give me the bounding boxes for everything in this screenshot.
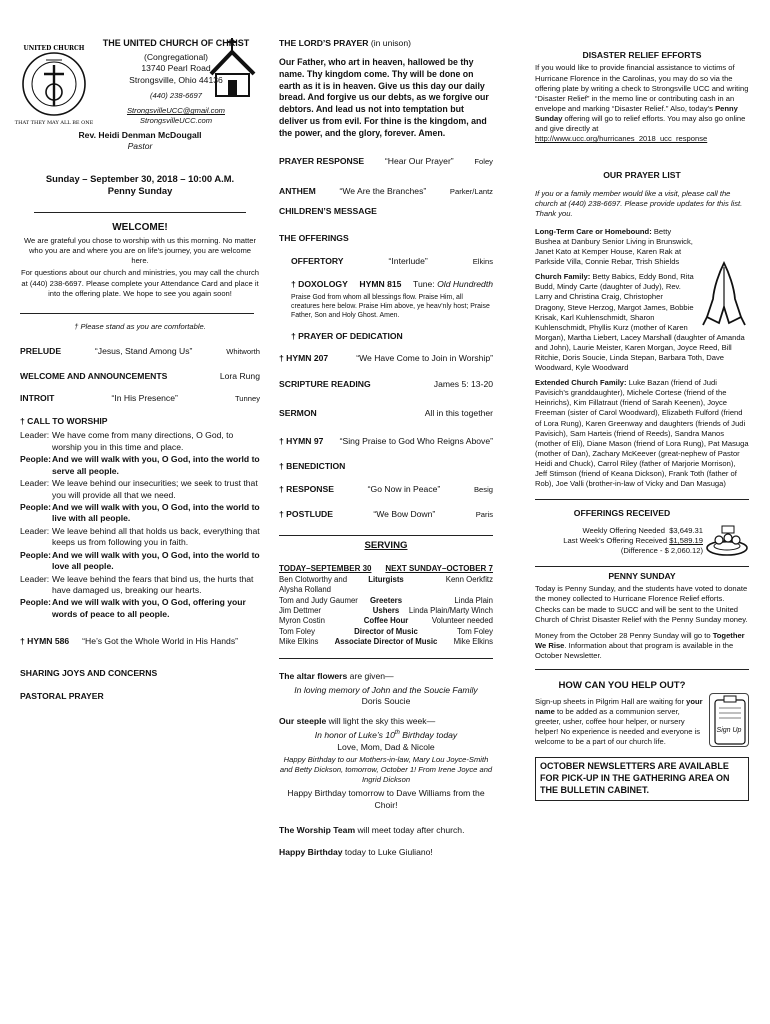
help-text-2: to be added as a communion server, greeter, usher, coffee hour helper, or nursery helper! No experience is needed and everyone is welcome to be a part of our church life. bbox=[535, 706, 701, 747]
litany-line bbox=[20, 478, 260, 501]
anthem-row bbox=[279, 186, 493, 197]
postlude-row bbox=[279, 509, 493, 520]
prayer-list-title: OUR PRAYER LIST bbox=[603, 170, 681, 181]
penny-sunday-next bbox=[535, 631, 749, 661]
prayer-response-title: “Hear Our Prayer” bbox=[384, 156, 454, 167]
service-date: Sunday – September 30, 2018 – 10:00 A.M. bbox=[45, 172, 235, 184]
church-website[interactable]: StrongsvilleUCC.com bbox=[139, 116, 213, 126]
postlude-composer: Paris bbox=[475, 510, 493, 520]
church-denomination: (Congregational) bbox=[143, 51, 208, 62]
help-title: HOW CAN YOU HELP OUT? bbox=[558, 680, 686, 691]
divider bbox=[535, 566, 749, 567]
prelude-label: PRELUDE bbox=[20, 345, 62, 356]
divider bbox=[20, 313, 254, 314]
hymn586-label: † HYMN 586 bbox=[20, 636, 70, 647]
doxology-hymn: HYMN 815 bbox=[359, 279, 402, 290]
luke-birthday-label: Happy Birthday bbox=[279, 846, 343, 857]
hymn586-row bbox=[20, 636, 260, 647]
lords-prayer-text: Our Father, who art in heaven, hallowed be thy name. Thy kingdom come. Thy will be done on earth as it is in heaven. Give us this day our daily bread. And forgive us our debts, as we forgive our debtors. And lead us not into temptation but deliver us from evil. For thine is the kingdom, and the power, and the glory, forever. Amen. bbox=[279, 57, 489, 138]
childrens-message-label: CHILDREN’S MESSAGE bbox=[279, 206, 377, 217]
serving-role: Director of Music bbox=[354, 626, 418, 636]
steeple-honor-text: In honor of Luke’s 10 bbox=[314, 730, 395, 741]
anthem-title: “We Are the Branches” bbox=[339, 185, 427, 196]
prelude-composer: Whitworth bbox=[226, 346, 260, 356]
serving-row bbox=[279, 606, 493, 616]
introit-title: “In His Presence” bbox=[111, 392, 178, 403]
disaster-title: DISASTER RELIEF EFFORTS bbox=[582, 50, 702, 60]
serving-row bbox=[279, 616, 493, 626]
steeple-text: will light the sky this week— bbox=[326, 715, 436, 726]
serving-today-header: TODAY–SEPTEMBER 30 bbox=[279, 564, 372, 574]
disaster-text-2: offering will go to relief efforts. You may also go online and give directly at bbox=[535, 113, 746, 133]
help-your-name: your name bbox=[535, 696, 703, 716]
column-middle bbox=[279, 38, 493, 858]
steeple-honor-sup: th bbox=[394, 730, 400, 737]
flowers-memory: In loving memory of John and the Soucie Family bbox=[294, 684, 478, 695]
disaster-penny-sunday: Penny Sunday bbox=[535, 103, 738, 123]
serving-next: Mike Elkins bbox=[453, 637, 493, 647]
offertory-label: OFFERTORY bbox=[291, 255, 344, 266]
pastor-title: Pastor bbox=[127, 141, 153, 152]
serving-next: Linda Plain bbox=[454, 595, 493, 605]
penny-sunday-text: Today is Penny Sunday, and the students have voted to donate the money collected to Hurricane Florence Relief efforts. Checks can be made to SUCC and will be sent to the United Church of Christ Disaster Relief with the Penny Sunday money. bbox=[535, 584, 748, 624]
call-to-worship-label: † CALL TO WORSHIP bbox=[20, 416, 108, 427]
disaster-text-1: If you would like to provide financial assistance to victims of Hurricane Florence in the Carolinas, you may do so via the offering plate by writing a check to Strongsville UCC and writing “Disaster Relief” in the memo line or contributing cash in an envelope and marking “Disaster Relief.” Also, today’s bbox=[535, 63, 749, 113]
serving-table bbox=[279, 575, 493, 648]
sign-up-clipboard-icon bbox=[709, 693, 749, 747]
steeple-honor-by: Love, Mom, Dad & Nicole bbox=[337, 741, 435, 752]
prelude-row bbox=[20, 346, 260, 357]
longterm-text: Betty Bushea at Danbury Senior Living in Brunswick, Janet Kato at Kemper House, Karen Rak at Parkside Villa, Connie Rebar, Trish Shields bbox=[535, 226, 693, 267]
litany-line bbox=[20, 526, 260, 549]
column-right bbox=[535, 50, 749, 801]
together-we-rise: Together We Rise bbox=[535, 630, 745, 650]
serving-header bbox=[279, 564, 493, 575]
litany-text: And we will walk with you, O God, into the world to live with all people. bbox=[52, 502, 260, 524]
luke-birthday-text: today to Luke Giuliano! bbox=[342, 846, 433, 857]
steeple-honor-end: Birthday today bbox=[399, 730, 458, 741]
worship-team-label: The Worship Team bbox=[279, 825, 356, 836]
penny-next-text-2: . Information about that program is available in the October Newsletter. bbox=[535, 640, 734, 660]
serving-role: Ushers bbox=[372, 606, 400, 616]
offertory-title: “Interlude” bbox=[388, 255, 428, 266]
postlude-label: † POSTLUDE bbox=[279, 509, 333, 520]
penny-sunday-title: PENNY SUNDAY bbox=[608, 570, 676, 581]
welcome-announcements-label: WELCOME AND ANNOUNCEMENTS bbox=[20, 371, 168, 382]
church-phone: (440) 238-6697 bbox=[150, 91, 202, 101]
prayer-of-dedication-label: † PRAYER OF DEDICATION bbox=[291, 331, 403, 342]
doxology-tune-label: Tune: bbox=[413, 279, 435, 290]
steeple-honor bbox=[279, 730, 493, 741]
church-header bbox=[14, 38, 260, 128]
serving-next: Kenn Oerkfitz bbox=[445, 575, 493, 585]
last-offering-value: $1,589.19 bbox=[669, 535, 703, 545]
litany-line bbox=[20, 430, 260, 453]
hymn207-label: † HYMN 207 bbox=[279, 352, 329, 363]
flowers-by: Doris Soucie bbox=[361, 696, 411, 707]
altar-flowers bbox=[279, 671, 493, 682]
hymn207-title: “We Have Come to Join in Worship” bbox=[356, 352, 493, 363]
litany-text: And we will walk with you, O God, into the world to love all people. bbox=[52, 549, 260, 572]
worship-team-text: will meet today after church. bbox=[355, 825, 465, 836]
litany-text: We leave behind the fears that bind us, the hurts that have damaged us, breaking our hearts. bbox=[52, 573, 254, 595]
disaster-link[interactable]: http://www.ucc.org/hurricanes_2018_ucc_response bbox=[535, 134, 708, 144]
prayer-response-label: PRAYER RESPONSE bbox=[279, 156, 365, 167]
serving-row bbox=[279, 575, 493, 596]
offerings-received-title: OFFERINGS RECEIVED bbox=[573, 508, 671, 519]
weekly-offering-line bbox=[535, 526, 703, 536]
serving-role: Greeters bbox=[369, 595, 403, 605]
help-text-1: Sign-up sheets in Pilgrim Hall are waiting for bbox=[535, 696, 684, 706]
steeple-label: Our steeple bbox=[279, 715, 327, 726]
litany-line bbox=[20, 597, 260, 620]
svg-text:THAT THEY MAY ALL BE ONE: THAT THEY MAY ALL BE ONE bbox=[14, 120, 94, 126]
weekly-offering-value: $3,649.31 bbox=[669, 525, 703, 535]
serving-role: Associate Director of Music bbox=[334, 637, 438, 647]
litany-line bbox=[20, 550, 260, 573]
church-name: THE UNITED CHURCH OF CHRIST bbox=[102, 38, 250, 48]
serving-title: SERVING bbox=[364, 539, 408, 551]
prayer-list-extended bbox=[535, 378, 749, 489]
welcome-text: We are grateful you chose to worship with us this morning. No matter who you are and where you are on life's journey, you are welcome here. bbox=[24, 236, 256, 266]
divider bbox=[535, 669, 749, 670]
serving-role: Liturgists bbox=[368, 575, 404, 585]
longterm-label: Long-Term Care or Homebound: bbox=[535, 226, 652, 236]
welcome-announcements-row bbox=[20, 371, 260, 382]
lords-prayer-note: (in unison) bbox=[370, 38, 411, 48]
introit-composer: Tunney bbox=[234, 393, 260, 403]
extended-family-text: Luke Bazan (friend of Judi Pavisich’s granddaughter), Michele Cortese (friend of the Heinrichs), Kim Fillatraut (friend of Sarah Keenen), Joyce Freeman (sister of Carol Woodward), Elizabeth Fulford (friend of Lora Rung), Karen Greenway and daughters (friends of Judi Pavisich), Sam Harteis (friend of Reeds), Sandra Manos (mother of Eli), Diane Mason (friend of Lora Rung), Pat Masuga (mother of Dan), Zachary McKeever (great-nephew of Pastor Heidi and Chuck), Carrol Riley (father of Marjorie Morrison), Jeff Stimson (friend of Keana Dickson), Frank Toth (father of Rob), Joe Valli (brother-in-law of Vicky and Dan Masuga) bbox=[535, 378, 749, 489]
serving-today: Tom Foley bbox=[279, 626, 315, 636]
litany-speaker: People: bbox=[20, 502, 52, 513]
litany-speaker: Leader: bbox=[20, 478, 50, 489]
scripture-label: SCRIPTURE READING bbox=[279, 379, 371, 390]
litany-text: And we will walk with you, O God, into the world to serve all people. bbox=[52, 454, 260, 476]
anthem-composer: Parker/Lantz bbox=[449, 186, 493, 196]
scripture-row bbox=[279, 379, 493, 390]
steeple bbox=[279, 716, 493, 727]
birthday-mothers: Happy Birthday to our Mothers-in-law, Mary Lou Joyce-Smith and Betty Dickson, tomorrow, October 1! From Irene Joyce and Ingrid Dickson bbox=[279, 755, 493, 785]
offerings-label: THE OFFERINGS bbox=[279, 232, 349, 243]
serving-today: Myron Costin bbox=[279, 616, 325, 626]
serving-next-header: NEXT SUNDAY–OCTOBER 7 bbox=[385, 564, 493, 574]
church-family-label: Church Family: bbox=[535, 272, 591, 282]
divider bbox=[279, 535, 493, 536]
prayer-response-row bbox=[279, 156, 493, 167]
disaster-text bbox=[535, 63, 749, 144]
response-row bbox=[279, 484, 493, 495]
welcome-contact-text: For questions about our church and ministries, you may call the church at (440) 238-6697. Please complete your Attendance Card and place it into the offering plate. We hope to see you again soon! bbox=[20, 268, 260, 298]
offertory-row bbox=[279, 256, 493, 267]
prelude-title: “Jesus, Stand Among Us” bbox=[94, 345, 193, 356]
divider bbox=[34, 212, 246, 213]
serving-next: Tom Foley bbox=[457, 626, 493, 636]
prayer-list-intro: If you or a family member would like a visit, please call the church at (440) 238-6697. Please provide updates for this list. Thank you. bbox=[535, 188, 743, 218]
newsletter-notice: OCTOBER NEWSLETTERS ARE AVAILABLE FOR PICK-UP IN THE GATHERING AREA ON THE BULLETIN CABINET. bbox=[535, 757, 749, 801]
column-left bbox=[14, 38, 260, 703]
divider bbox=[535, 499, 749, 500]
introit-label: INTROIT bbox=[20, 392, 55, 403]
hymn586-title: “He’s Got the Whole World in His Hands” bbox=[82, 636, 238, 647]
serving-row bbox=[279, 596, 493, 606]
church-city: Strongsville, Ohio 44136 bbox=[129, 74, 223, 85]
last-offering-label: Last Week’s Offering Received bbox=[563, 535, 668, 545]
anthem-label: ANTHEM bbox=[279, 185, 316, 196]
benediction-label: † BENEDICTION bbox=[279, 461, 346, 472]
offertory-composer: Elkins bbox=[472, 256, 493, 266]
litany-speaker: People: bbox=[20, 597, 52, 608]
divider bbox=[279, 658, 493, 659]
doxology-tune: Old Hundredth bbox=[437, 279, 493, 290]
church-email-link[interactable]: StrongsvilleUCC@gmail.com bbox=[126, 106, 225, 116]
sermon-row bbox=[279, 408, 493, 419]
litany-line bbox=[20, 454, 260, 477]
litany-speaker: Leader: bbox=[20, 573, 50, 584]
scripture-ref: James 5: 13-20 bbox=[433, 379, 493, 390]
sermon-label: SERMON bbox=[279, 407, 317, 418]
serving-today: Mike Elkins bbox=[279, 637, 319, 647]
response-composer: Besig bbox=[473, 484, 493, 494]
doxology-label: † DOXOLOGY bbox=[291, 279, 348, 290]
sign-up-label: Sign Up bbox=[716, 726, 742, 734]
svg-text:UNITED CHURCH: UNITED CHURCH bbox=[23, 45, 85, 52]
litany-speaker: Leader: bbox=[20, 525, 50, 536]
postlude-title: “We Bow Down” bbox=[373, 509, 436, 520]
litany-line bbox=[20, 502, 260, 525]
stand-note: † Please stand as you are comfortable. bbox=[74, 321, 206, 331]
litany-speaker: Leader: bbox=[20, 430, 50, 441]
litany-speaker: People: bbox=[20, 454, 52, 465]
church-street: 13740 Pearl Road bbox=[141, 63, 211, 74]
offerings-received bbox=[535, 508, 749, 556]
serving-today: Jim Dettmer bbox=[279, 606, 322, 616]
litany-line bbox=[20, 574, 260, 597]
service-subtitle: Penny Sunday bbox=[107, 185, 173, 197]
welcome-title: WELCOME! bbox=[112, 221, 168, 233]
serving-row bbox=[279, 637, 493, 647]
litany-text: We leave behind all that holds us back, everything that keeps us from following you in faith. bbox=[52, 525, 260, 548]
last-offering-line bbox=[535, 536, 703, 546]
offering-plate-icon bbox=[705, 518, 749, 561]
response-label: † RESPONSE bbox=[279, 483, 334, 494]
pastor-name: Rev. Heidi Denman McDougall bbox=[78, 130, 202, 140]
introit-row bbox=[20, 393, 260, 404]
serving-today: Ben Clotworthy and Alysha Rolland bbox=[279, 575, 348, 595]
luke-birthday-note bbox=[279, 847, 493, 858]
litany-text: We leave behind our insecurities; we seek to trust that you will provide all that we need. bbox=[52, 478, 258, 500]
ucc-seal-logo bbox=[14, 38, 94, 128]
worship-team-note bbox=[279, 825, 493, 836]
response-title: “Go Now in Peace” bbox=[367, 483, 441, 494]
litany-text: We have come from many directions, O God, to worship you in this time and place. bbox=[52, 430, 234, 452]
birthday-dave: Happy Birthday tomorrow to Dave Williams from the Choir! bbox=[287, 788, 485, 810]
extended-family-label: Extended Church Family: bbox=[535, 378, 627, 388]
litany-text: And we will walk with you, O God, offering your words of peace to all people. bbox=[52, 597, 246, 619]
doxology-text: Praise God from whom all blessings flow. Praise Him, all creatures here below. Praise Him above, ye heav’nly host; Praise Father, Son and Holy Ghost. Amen. bbox=[291, 293, 490, 320]
offering-difference: (Difference - $ 2,060.12) bbox=[620, 545, 703, 555]
hymn97-title: “Sing Praise to God Who Reigns Above” bbox=[339, 435, 493, 446]
church-family-text: Betty Babics, Eddy Bond, Rita Budd, Mindy Carte (daughter of Judy), Rev. Larry and Christina Craig, Christopher Dragony, Steve Herzog, Margot James, Bobbie Krisak, Karl Kuhlenschmidt, Sharon Kuhlenschmidt, Phyllis Kurz (mother of Karen Morgan), Martha Liebert, Lacey Marshall (daughter of Amanda and John), Laurie Meister, Karen Morgan, Joyce Reed, Bill Ritchie, Doris Soucie, Linda Stepan, Barbara Toth, Dave Woodward, Kyle Woodward bbox=[535, 272, 745, 373]
litany-speaker: People: bbox=[20, 549, 52, 560]
pastoral-prayer-label: PASTORAL PRAYER bbox=[20, 691, 104, 702]
penny-next-text-1: Money from the October 28 Penny Sunday will go to bbox=[535, 630, 711, 640]
hymn207-row bbox=[279, 353, 493, 364]
serving-row bbox=[279, 627, 493, 637]
hymn97-row bbox=[279, 436, 493, 447]
joys-concerns-label: SHARING JOYS AND CONCERNS bbox=[20, 667, 158, 678]
praying-hands-icon bbox=[699, 259, 749, 329]
prayer-response-composer: Foley bbox=[474, 157, 493, 167]
litany bbox=[20, 430, 260, 620]
serving-next: Volunteer needed bbox=[431, 616, 493, 626]
sermon-title: All in this together bbox=[424, 407, 493, 418]
welcome-announcements-leader: Lora Rung bbox=[219, 371, 260, 382]
church-building-icon bbox=[205, 36, 260, 103]
altar-flowers-text: are given— bbox=[347, 670, 394, 681]
serving-today: Tom and Judy Gaumer bbox=[279, 595, 358, 605]
lords-prayer-title: THE LORD’S PRAYER bbox=[279, 38, 369, 48]
altar-flowers-label: The altar flowers bbox=[279, 670, 348, 681]
serving-role: Coffee Hour bbox=[363, 616, 409, 626]
weekly-offering-label: Weekly Offering Needed bbox=[582, 525, 665, 535]
serving-next: Linda Plain/Marty Winch bbox=[408, 606, 493, 616]
doxology-row bbox=[279, 279, 493, 290]
hymn97-label: † HYMN 97 bbox=[279, 435, 324, 446]
